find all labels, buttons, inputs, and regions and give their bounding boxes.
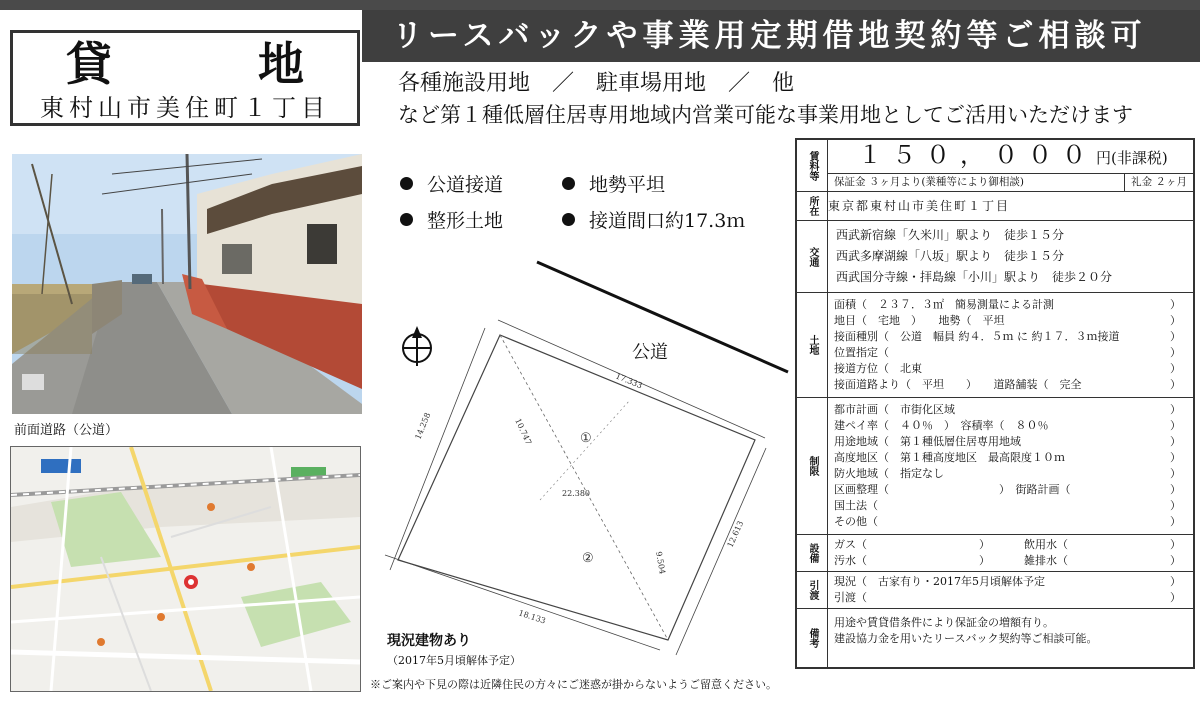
lot-number: ②	[582, 551, 594, 566]
transport-line: 西武国分寺線・拝島線「小川」駅より 徒歩２０分	[836, 270, 1113, 284]
top-bar	[0, 0, 1200, 10]
restriction-item: 都市計画（ 市街化区域 ）	[834, 403, 1181, 416]
land-item: 地目（ 宅地 ） 地勢（ 平坦 ）	[834, 314, 1181, 327]
handover-delivery: 引渡（ ）	[834, 591, 1181, 604]
dim-label: 12.613	[725, 519, 746, 549]
dim-label: 9.504	[654, 550, 667, 575]
land-item: 接道方位（ 北東 ）	[834, 362, 1181, 375]
building-note: 現況建物あり	[387, 633, 471, 649]
restrictions-header: 制限	[796, 398, 828, 535]
feature-item: 公道接道	[400, 170, 503, 197]
location-header: 所在	[796, 192, 828, 221]
rent-amount-line	[828, 140, 1193, 173]
restriction-item: 区画整理（ ） 街路計画（ ）	[834, 483, 1181, 496]
dim-label: 22.380	[562, 489, 590, 498]
road-label: 公道	[632, 342, 668, 363]
restriction-item: 建ペイ率（ ４０％ ） 容積率（ ８０％ ）	[834, 419, 1181, 432]
dim-label: 10.747	[513, 417, 534, 447]
bullet-icon	[400, 177, 413, 190]
location-map	[10, 446, 361, 692]
caution-note: ※ご案内や下見の際は近隣住民の方々にご迷惑が掛からないようご留意ください。	[370, 678, 777, 691]
bullet-icon	[400, 213, 413, 226]
rent-amount: １５０，０００	[858, 141, 1096, 169]
property-info-table	[795, 138, 1195, 669]
remark-line: 用途や賃貸借条件により保証金の増額有り。	[834, 616, 1054, 629]
purpose-line-2: など第１種低層住居専用地域内営業可能な事業用地としてご活用いただけます	[398, 103, 1133, 127]
lot-number: ①	[580, 431, 592, 446]
transport-header: 交通	[796, 221, 828, 293]
facilities-row	[796, 535, 1194, 572]
title-box	[10, 30, 360, 126]
restriction-item: 用途地域（ 第１種低層住居専用地域 ）	[834, 435, 1181, 448]
facility-line: ガス（ ） 飲用水（ ）	[834, 538, 1181, 551]
land-row	[796, 293, 1194, 398]
feature-item: 地勢平坦	[562, 170, 665, 197]
land-item: 接面種別（ 公道 幅員 約４．５ｍ に 約１７．３ｍ接道 ）	[834, 330, 1181, 343]
land-item: 面積（ ２３７．３㎡ 簡易測量による計測 ）	[834, 298, 1181, 311]
remark-line: 建設協力金を用いたリースバック契約等ご相談可能。	[834, 632, 1098, 645]
street-photo	[12, 154, 362, 414]
location-value: 東京都東村山市美住町１丁目	[828, 192, 1195, 221]
title-address: 東村山市美住町１丁目	[40, 94, 330, 122]
facility-line: 汚水（ ） 雑排水（ ）	[834, 554, 1181, 567]
handover-status: 現況（ 古家有り・2017年5月頃解体予定 ）	[834, 575, 1181, 588]
bullet-icon	[562, 177, 575, 190]
restrictions-row	[796, 398, 1194, 535]
land-item: 位置指定（ ）	[834, 346, 1181, 359]
dim-label: 14.258	[413, 411, 433, 441]
restriction-item: 国土法（ ）	[834, 499, 1181, 512]
rent-header: 賃料等	[796, 139, 828, 192]
feature-item: 整形土地	[400, 206, 503, 233]
handover-row	[796, 572, 1194, 609]
deposit: 保証金 ３ヶ月より(業種等により御相談)	[828, 174, 1125, 191]
remarks-header: 備考	[796, 609, 828, 669]
transport-row	[796, 221, 1194, 293]
land-item: 接面道路より（ 平坦 ） 道路舗装（ 完全 ）	[834, 378, 1181, 391]
rent-row	[796, 139, 1194, 192]
lot-outline	[398, 335, 755, 640]
restriction-item: 高度地区（ 第１種高度地区 最高限度１０ｍ ）	[834, 451, 1181, 464]
dim-label: 18.133	[517, 608, 547, 626]
transport-line: 西武新宿線「久米川」駅より 徒歩１５分	[836, 228, 1065, 242]
purpose-line-1: 各種施設用地 ／ 駐車場用地 ／ 他	[398, 71, 795, 96]
transport-line: 西武多摩湖線「八坂」駅より 徒歩１５分	[836, 249, 1065, 263]
location-row	[796, 192, 1194, 221]
photo-caption: 前面道路（公道）	[14, 423, 119, 438]
north-compass-icon	[403, 326, 431, 366]
dim-label: 17.333	[614, 371, 644, 391]
demolish-note: （2017年5月頃解体予定）	[387, 654, 521, 667]
rent-unit: 円(非課税)	[1096, 149, 1168, 167]
handover-header: 引渡	[796, 572, 828, 609]
page-title: 貸 地	[66, 37, 354, 91]
restriction-item: 防火地域（ 指定なし ）	[834, 467, 1181, 480]
restriction-item: その他（ ）	[834, 515, 1181, 528]
land-header: 土地	[796, 293, 828, 398]
site-plan	[360, 250, 800, 670]
remarks-row	[796, 609, 1194, 669]
facilities-header: 設備	[796, 535, 828, 572]
bullet-icon	[562, 213, 575, 226]
feature-item: 接道間口約17.3ｍ	[562, 206, 745, 233]
key-money: 礼金 ２ヶ月	[1131, 176, 1187, 188]
header-banner: リースバックや事業用定期借地契約等ご相談可	[362, 10, 1200, 62]
